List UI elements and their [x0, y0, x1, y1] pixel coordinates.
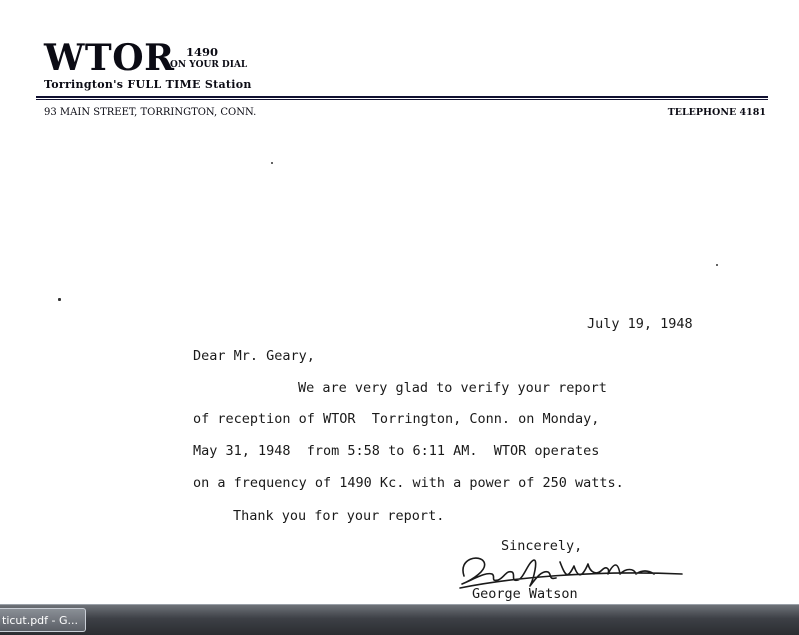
- station-telephone: TELEPHONE 4181: [667, 107, 766, 118]
- station-frequency: 1490: [186, 45, 219, 59]
- letter-signer: George Watson: [472, 586, 578, 602]
- station-logo: WTOR: [44, 37, 175, 79]
- letter-line: of reception of WTOR Torrington, Conn. on Monday,: [193, 411, 600, 427]
- taskbar-item-label: ticut.pdf - G...: [2, 614, 79, 627]
- letterhead-rule: [36, 96, 768, 98]
- station-address: 93 MAIN STREET, TORRINGTON, CONN.: [44, 107, 257, 118]
- letterhead-rule-thin: [36, 99, 768, 100]
- letter-line: Thank you for your report.: [233, 508, 445, 524]
- letter-line: We are very glad to verify your report: [298, 380, 607, 396]
- taskbar-item-pdf[interactable]: [0, 608, 86, 632]
- paper-speck: [716, 264, 718, 266]
- letter-salutation: Dear Mr. Geary,: [193, 348, 315, 364]
- taskbar: [0, 604, 799, 635]
- paper-speck: [271, 162, 273, 164]
- letter-closing: Sincerely,: [501, 538, 583, 554]
- station-tagline: Torrington's FULL TIME Station: [44, 78, 252, 91]
- letter-line: on a frequency of 1490 Kc. with a power of 250 watts.: [193, 475, 624, 491]
- letter-line: May 31, 1948 from 5:58 to 6:11 AM. WTOR operates: [193, 443, 600, 459]
- paper-speck: [58, 298, 61, 301]
- letter-date: July 19, 1948: [587, 316, 693, 332]
- dial-label: ON YOUR DIAL: [170, 60, 248, 70]
